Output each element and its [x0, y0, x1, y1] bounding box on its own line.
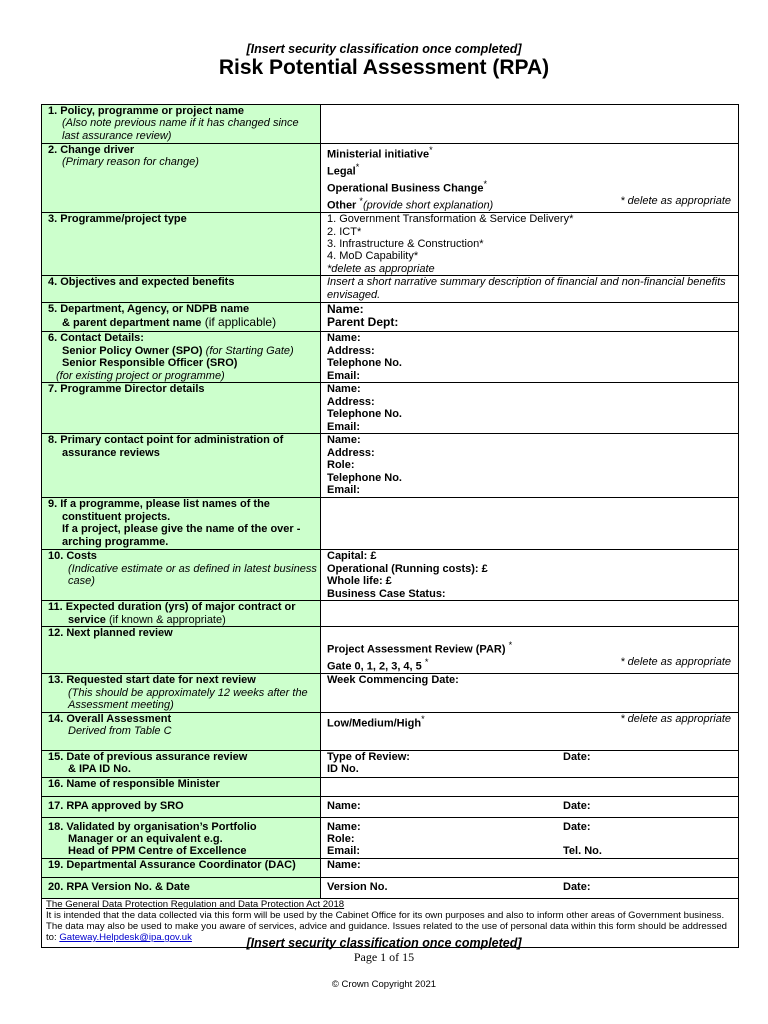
label-dac — [42, 858, 321, 877]
row-costs — [42, 550, 739, 601]
field-date[interactable]: Date: — [563, 880, 591, 893]
label-change-driver — [42, 144, 321, 213]
value-minister[interactable] — [321, 777, 739, 796]
field-date[interactable]: Date: — [563, 820, 591, 833]
value-programme-director[interactable] — [321, 383, 739, 434]
asterisk: * — [355, 162, 360, 173]
row-title: 8. Primary contact point for administration of — [48, 434, 284, 447]
row-title-2: constituent projects. — [62, 510, 171, 523]
row-title: 17. RPA approved by SRO — [48, 799, 184, 812]
row-programme-director — [42, 383, 739, 434]
row-title: 1. Policy, programme or project name — [48, 105, 245, 117]
row-contact-details — [42, 332, 739, 383]
field-date[interactable]: Date: — [563, 750, 591, 763]
delete-note: * delete as appropriate — [620, 656, 731, 669]
field-email[interactable]: Email: — [327, 369, 361, 382]
row-title: 14. Overall Assessment — [48, 712, 172, 725]
value-project-name[interactable] — [321, 105, 739, 144]
row-title-2: service — [68, 613, 106, 626]
value-department[interactable] — [321, 303, 739, 332]
row-title: 2. Change driver — [48, 144, 135, 156]
field-name[interactable]: Name: — [327, 858, 361, 871]
row-version — [42, 877, 739, 898]
helpdesk-email-link[interactable]: Gateway.Helpdesk@ipa.gov.uk — [59, 931, 192, 943]
row-title: 5. Department, Agency, or NDPB name — [48, 303, 250, 316]
label-department — [42, 303, 321, 332]
row-note: (Indicative estimate or as defined in latest business case) — [68, 562, 317, 588]
value-previous-review[interactable] — [321, 750, 739, 777]
row-primary-contact — [42, 434, 739, 498]
option-operational[interactable]: Operational Business Change — [327, 182, 484, 195]
field-name[interactable]: Name: — [327, 383, 361, 396]
field-role[interactable]: Role: — [327, 833, 355, 846]
spo-note: (for Starting Gate) — [202, 344, 294, 357]
row-overall-assessment — [42, 712, 739, 750]
label-programme-director — [42, 383, 321, 434]
row-duration — [42, 601, 739, 627]
type-option-3[interactable]: 3. Infrastructure & Construction* — [327, 238, 484, 251]
label-sro-approval — [42, 796, 321, 817]
rpa-form-table — [41, 104, 739, 948]
value-programme-projects[interactable] — [321, 498, 739, 550]
page-number: Page 1 of 15 — [353, 950, 415, 964]
header-classification: [Insert security classification once completed] — [246, 42, 522, 56]
value-duration[interactable] — [321, 601, 739, 627]
value-sro-approval[interactable] — [321, 796, 739, 817]
row-title: 12. Next planned review — [48, 627, 173, 640]
label-contact-details — [42, 332, 321, 383]
row-project-type — [42, 213, 739, 276]
footer-classification: [Insert security classification once completed] — [246, 936, 522, 950]
spo-label: Senior Policy Owner (SPO) — [62, 344, 203, 357]
field-role[interactable]: Role: — [327, 459, 355, 472]
value-start-date[interactable] — [321, 674, 739, 712]
row-title: 19. Departmental Assurance Coordinator (DAC) — [48, 858, 296, 871]
field-parent-dept[interactable]: Parent Dept: — [327, 314, 399, 329]
field-name[interactable]: Name: — [327, 434, 361, 447]
row-start-date — [42, 674, 739, 712]
field-address[interactable]: Address: — [327, 395, 375, 408]
field-telephone[interactable]: Telephone No. — [327, 471, 402, 484]
value-version[interactable] — [321, 877, 739, 898]
option-legal[interactable]: Legal — [327, 165, 356, 178]
label-project-name — [42, 105, 321, 144]
asterisk: * — [483, 179, 488, 190]
row-validated-by — [42, 817, 739, 858]
value-change-driver[interactable] — [321, 144, 739, 213]
page-title: Risk Potential Assessment (RPA) — [218, 56, 550, 79]
row-note: (This should be approximately 12 weeks after the Assessment meeting) — [68, 686, 308, 712]
delete-note: * delete as appropriate — [620, 195, 731, 208]
copyright: © Crown Copyright 2021 — [331, 979, 437, 990]
notice-text: It is intended that the data collected via this form will be used by the Cabinet Office for its own purposes and also to inform other areas of Government business. The data may also be used to make you aware of services, advice and guidance. Issues related to the use of personal data within this form should be addressed to: — [46, 909, 728, 943]
row-minister — [42, 777, 739, 796]
asterisk: * — [429, 145, 433, 155]
field-name[interactable]: Name: — [327, 332, 361, 345]
row-change-driver — [42, 144, 739, 213]
label-project-type — [42, 213, 321, 276]
option-ministerial[interactable]: Ministerial initiative — [327, 148, 430, 161]
label-previous-review — [42, 750, 321, 777]
asterisk: * — [359, 196, 363, 207]
field-name[interactable]: Name: — [327, 302, 364, 317]
row-title: 20. RPA Version No. & Date — [48, 880, 190, 893]
delete-note: * delete as appropriate — [620, 712, 731, 725]
field-email[interactable]: Email: — [327, 420, 361, 433]
field-address[interactable]: Address: — [327, 446, 375, 459]
row-title: 4. Objectives and expected benefits — [48, 276, 235, 289]
value-overall-assessment[interactable] — [321, 712, 739, 750]
row-note: (Also note previous name if it has changed since last assurance review) — [62, 117, 299, 142]
row-title: 13. Requested start date for next review — [48, 674, 256, 687]
row-title: 18. Validated by organisation’s Portfolio — [48, 820, 257, 833]
field-week-commencing[interactable]: Week Commencing Date: — [327, 674, 459, 687]
notice-heading: The General Data Protection Regulation and Data Protection Act 2018 — [46, 898, 345, 910]
field-telephone[interactable]: Telephone No. — [327, 357, 402, 370]
asterisk: * — [424, 657, 429, 668]
asterisk: * — [421, 713, 425, 724]
row-sro-approval — [42, 796, 739, 817]
row-title-3: If a project, please give the name of the over - — [62, 523, 301, 536]
row-programme-projects — [42, 498, 739, 550]
label-primary-contact — [42, 434, 321, 498]
field-operational[interactable]: Operational (Running costs): £ — [327, 562, 488, 575]
field-email[interactable]: Email: — [327, 845, 361, 858]
row-title-2: assurance reviews — [62, 446, 160, 459]
field-capital[interactable]: Capital: £ — [327, 550, 377, 563]
type-option-4[interactable]: 4. MoD Capability* — [327, 250, 419, 263]
field-version-no[interactable]: Version No. — [327, 880, 388, 893]
field-tel-no[interactable]: Tel. No. — [563, 845, 602, 858]
row-title-2: & IPA ID No. — [68, 763, 131, 776]
label-programme-projects — [42, 498, 321, 550]
row-note: (if known & appropriate) — [105, 613, 226, 626]
value-project-type[interactable] — [321, 213, 739, 276]
field-email[interactable]: Email: — [327, 483, 361, 496]
value-objectives[interactable]: Insert a short narrative summary description of financial and non-financial benefits envisaged. — [321, 276, 739, 303]
row-title: 15. Date of previous assurance review — [48, 750, 248, 763]
label-costs — [42, 550, 321, 601]
value-primary-contact[interactable] — [321, 434, 739, 498]
label-version — [42, 877, 321, 898]
row-department — [42, 303, 739, 332]
label-validated-by — [42, 817, 321, 858]
field-assessment-level[interactable]: Low/Medium/High — [327, 717, 422, 730]
row-dac — [42, 858, 739, 877]
sro-label: Senior Responsible Officer (SRO) — [62, 357, 238, 370]
value-next-review[interactable] — [321, 627, 739, 674]
row-next-review — [42, 627, 739, 674]
label-duration — [42, 601, 321, 627]
row-previous-review — [42, 750, 739, 777]
row-note: (Primary reason for change) — [62, 156, 199, 169]
label-minister — [42, 777, 321, 796]
row-project-name — [42, 105, 739, 144]
row-title-3: Head of PPM Centre of Excellence — [68, 845, 247, 858]
value-contact-details[interactable] — [321, 332, 739, 383]
row-note: (if applicable) — [201, 314, 277, 329]
asterisk: * — [508, 640, 513, 651]
field-type-of-review[interactable]: Type of Review: — [327, 750, 410, 763]
label-overall-assessment — [42, 712, 321, 750]
row-title: 9. If a programme, please list names of the — [48, 498, 270, 511]
row-title: 10. Costs — [48, 550, 97, 563]
value-dac[interactable] — [321, 858, 739, 877]
row-title: 16. Name of responsible Minister — [48, 777, 220, 790]
label-objectives — [42, 276, 321, 303]
field-whole-life[interactable]: Whole life: £ — [327, 575, 392, 588]
label-next-review — [42, 627, 321, 674]
field-id-no[interactable]: ID No. — [327, 763, 359, 776]
row-objectives — [42, 276, 739, 303]
field-name[interactable]: Name: — [327, 820, 361, 833]
value-costs[interactable] — [321, 550, 739, 601]
row-title-2: Manager or an equivalent e.g. — [68, 833, 223, 846]
delete-note: *delete as appropriate — [327, 262, 435, 275]
type-option-1[interactable]: 1. Government Transformation & Service Delivery* — [327, 213, 574, 226]
row-note: (for existing project or programme) — [56, 369, 225, 382]
value-validated-by[interactable] — [321, 817, 739, 858]
field-date[interactable]: Date: — [563, 799, 591, 812]
row-title: 7. Programme Director details — [48, 383, 205, 396]
row-title: 6. Contact Details: — [48, 332, 144, 345]
option-other[interactable]: Other — [327, 199, 360, 212]
row-title: 3. Programme/project type — [48, 213, 187, 226]
row-title-2: & parent department name — [62, 316, 202, 329]
other-note: (provide short explanation) — [362, 199, 494, 212]
type-option-2[interactable]: 2. ICT* — [327, 225, 362, 238]
field-name[interactable]: Name: — [327, 799, 361, 812]
field-business-case-status[interactable]: Business Case Status: — [327, 587, 446, 600]
row-title-4: arching programme. — [62, 535, 169, 548]
option-gate[interactable]: Gate 0, 1, 2, 3, 4, 5 — [327, 661, 425, 673]
field-address[interactable]: Address: — [327, 344, 375, 357]
row-title: 11. Expected duration (yrs) of major contract or — [48, 601, 296, 614]
row-note: Derived from Table C — [68, 725, 172, 738]
field-telephone[interactable]: Telephone No. — [327, 408, 402, 421]
label-start-date — [42, 674, 321, 712]
option-par[interactable]: Project Assessment Review (PAR) — [327, 643, 509, 656]
